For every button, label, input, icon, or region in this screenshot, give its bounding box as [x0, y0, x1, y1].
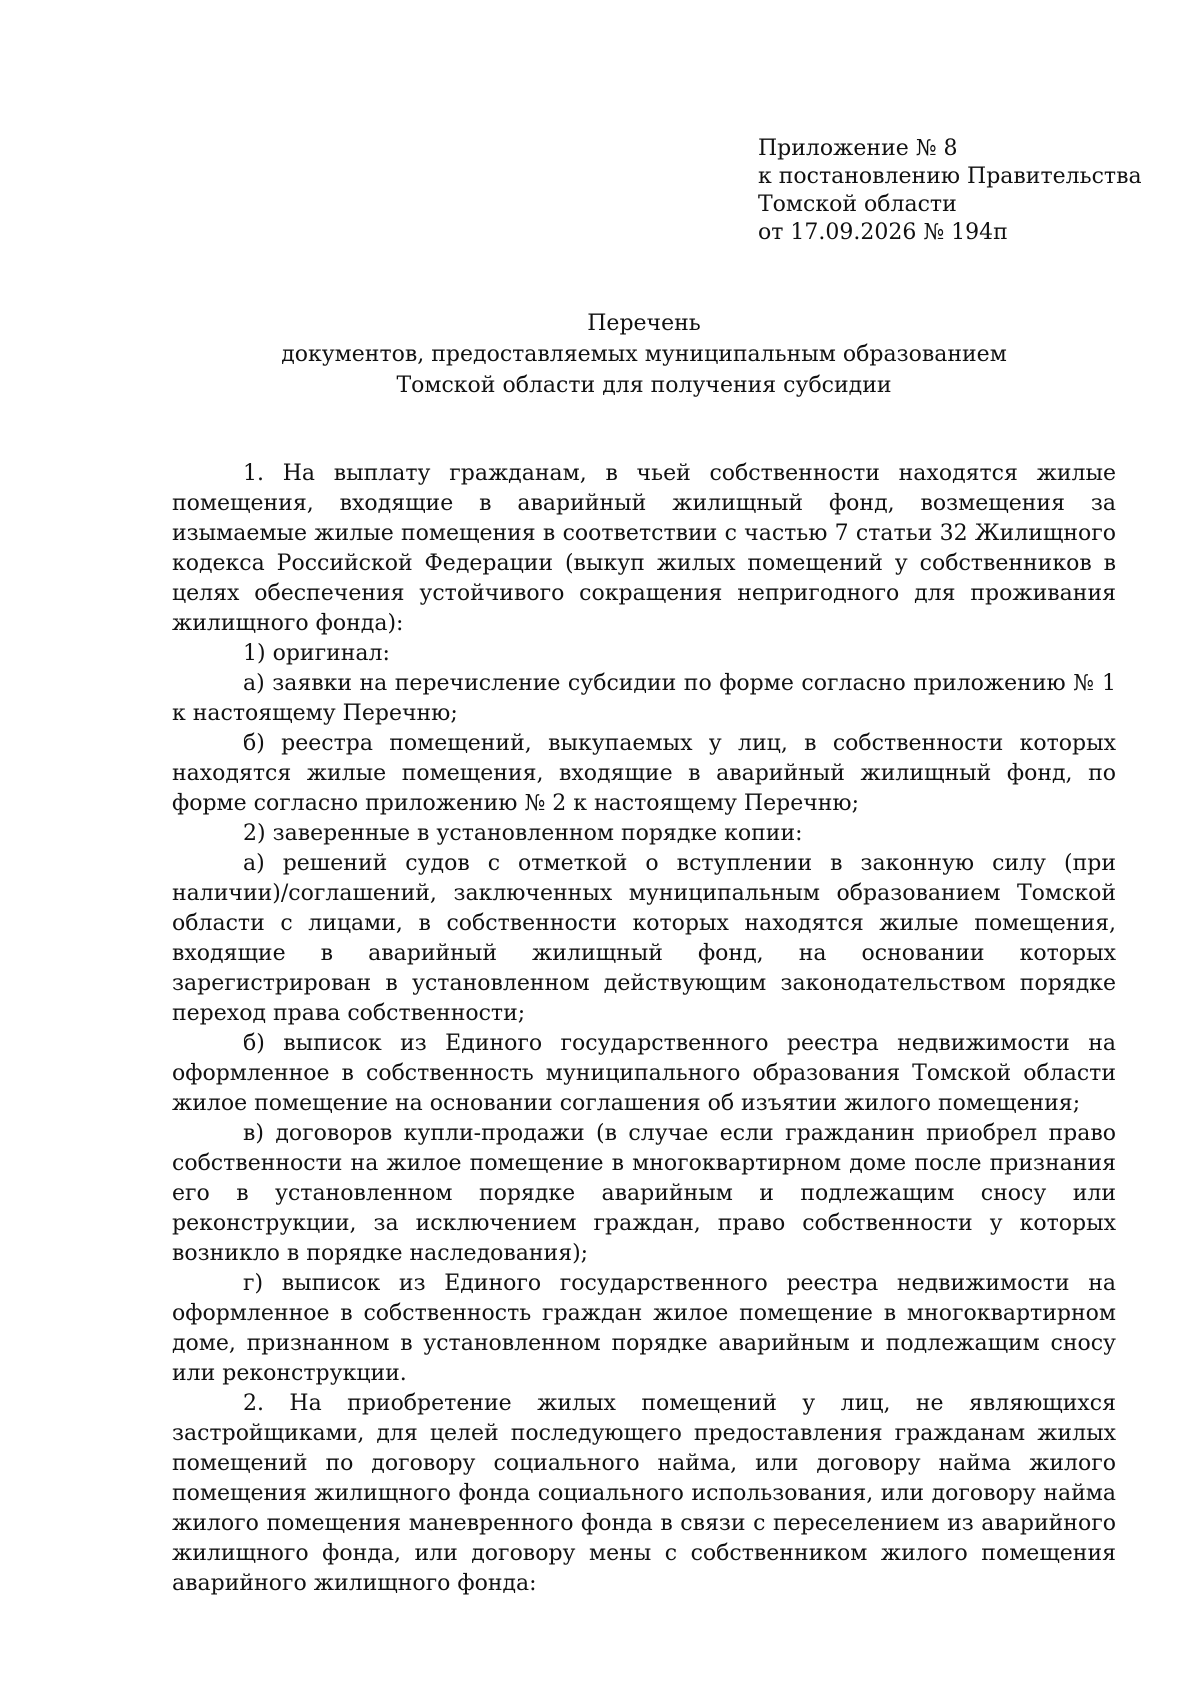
appendix-resolution: к постановлению Правительства — [758, 164, 1142, 189]
paragraph-2: 2. На приобретение жилых помещений у лиц, не являющихся застройщиками, для целей последующего предоставления гражданам жилых помещений по договору социального найма, или договору найма жилого помещения жилищного фонда социального использования, или договору найма жилого помещения маневренного фонда в связи с переселением из аварийного жилищного фонда, или договору мены с собственником жилого помещения аварийного жилищного фонда: — [172, 1391, 1116, 1596]
appendix-number: Приложение № 8 — [758, 136, 958, 161]
paragraph-1-2-g: г) выписок из Единого государственного реестра недвижимости на оформленное в собственность граждан жилое помещение в многоквартирном доме, признанном в установленном порядке аварийным и подлежащим сносу или реконструкции. — [172, 1271, 1116, 1386]
paragraph-1-1-a: а) заявки на перечисление субсидии по форме согласно приложению № 1 к настоящему Перечню; — [172, 671, 1116, 726]
appendix-region: Томской области — [758, 192, 957, 217]
paragraph-1-2-v: в) договоров купли-продажи (в случае если гражданин приобрел право собственности на жилое помещение в многоквартирном доме после признания его в установленном порядке аварийным и подлежащим сносу или реконструкции, за исключением граждан, право собственности у которых возникло в порядке наследования); — [172, 1121, 1116, 1266]
document-body — [172, 459, 1116, 1599]
title-line-1: Перечень — [587, 311, 701, 336]
appendix-header — [758, 135, 1142, 247]
title-line-3: Томской области для получения субсидии — [396, 373, 892, 398]
paragraph-1-2-b: б) выписок из Единого государственного реестра недвижимости на оформленное в собственность муниципального образования Томской области жилое помещение на основании соглашения об изъятии жилого помещения; — [172, 1031, 1116, 1116]
paragraph-1: 1. На выплату гражданам, в чьей собственности находятся жилые помещения, входящие в аварийный жилищный фонд, возмещения за изымаемые жилые помещения в соответствии с частью 7 статьи 32 Жилищного кодекса Российской Федерации (выкуп жилых помещений у собственников в целях обеспечения устойчивого сокращения непригодного для проживания жилищного фонда): — [172, 461, 1116, 636]
paragraph-1-1-b: б) реестра помещений, выкупаемых у лиц, в собственности которых находятся жилые помещения, входящие в аварийный жилищный фонд, по форме согласно приложению № 2 к настоящему Перечню; — [172, 731, 1116, 816]
document-title — [172, 308, 1116, 401]
paragraph-1-1: 1) оригинал: — [243, 641, 390, 666]
appendix-date: от 17.09.2026 № 194п — [758, 220, 1008, 245]
paragraph-1-2-a: а) решений судов с отметкой о вступлении в законную силу (при наличии)/соглашений, заключенных муниципальным образованием Томской области с лицами, в собственности которых находятся жилые помещения, входящие в аварийный жилищный фонд, на основании которых зарегистрирован в установленном действующим законодательством порядке переход права собственности; — [172, 851, 1116, 1026]
title-line-2: документов, предоставляемых муниципальным образованием — [281, 342, 1007, 367]
paragraph-1-2: 2) заверенные в установленном порядке копии: — [243, 821, 803, 846]
